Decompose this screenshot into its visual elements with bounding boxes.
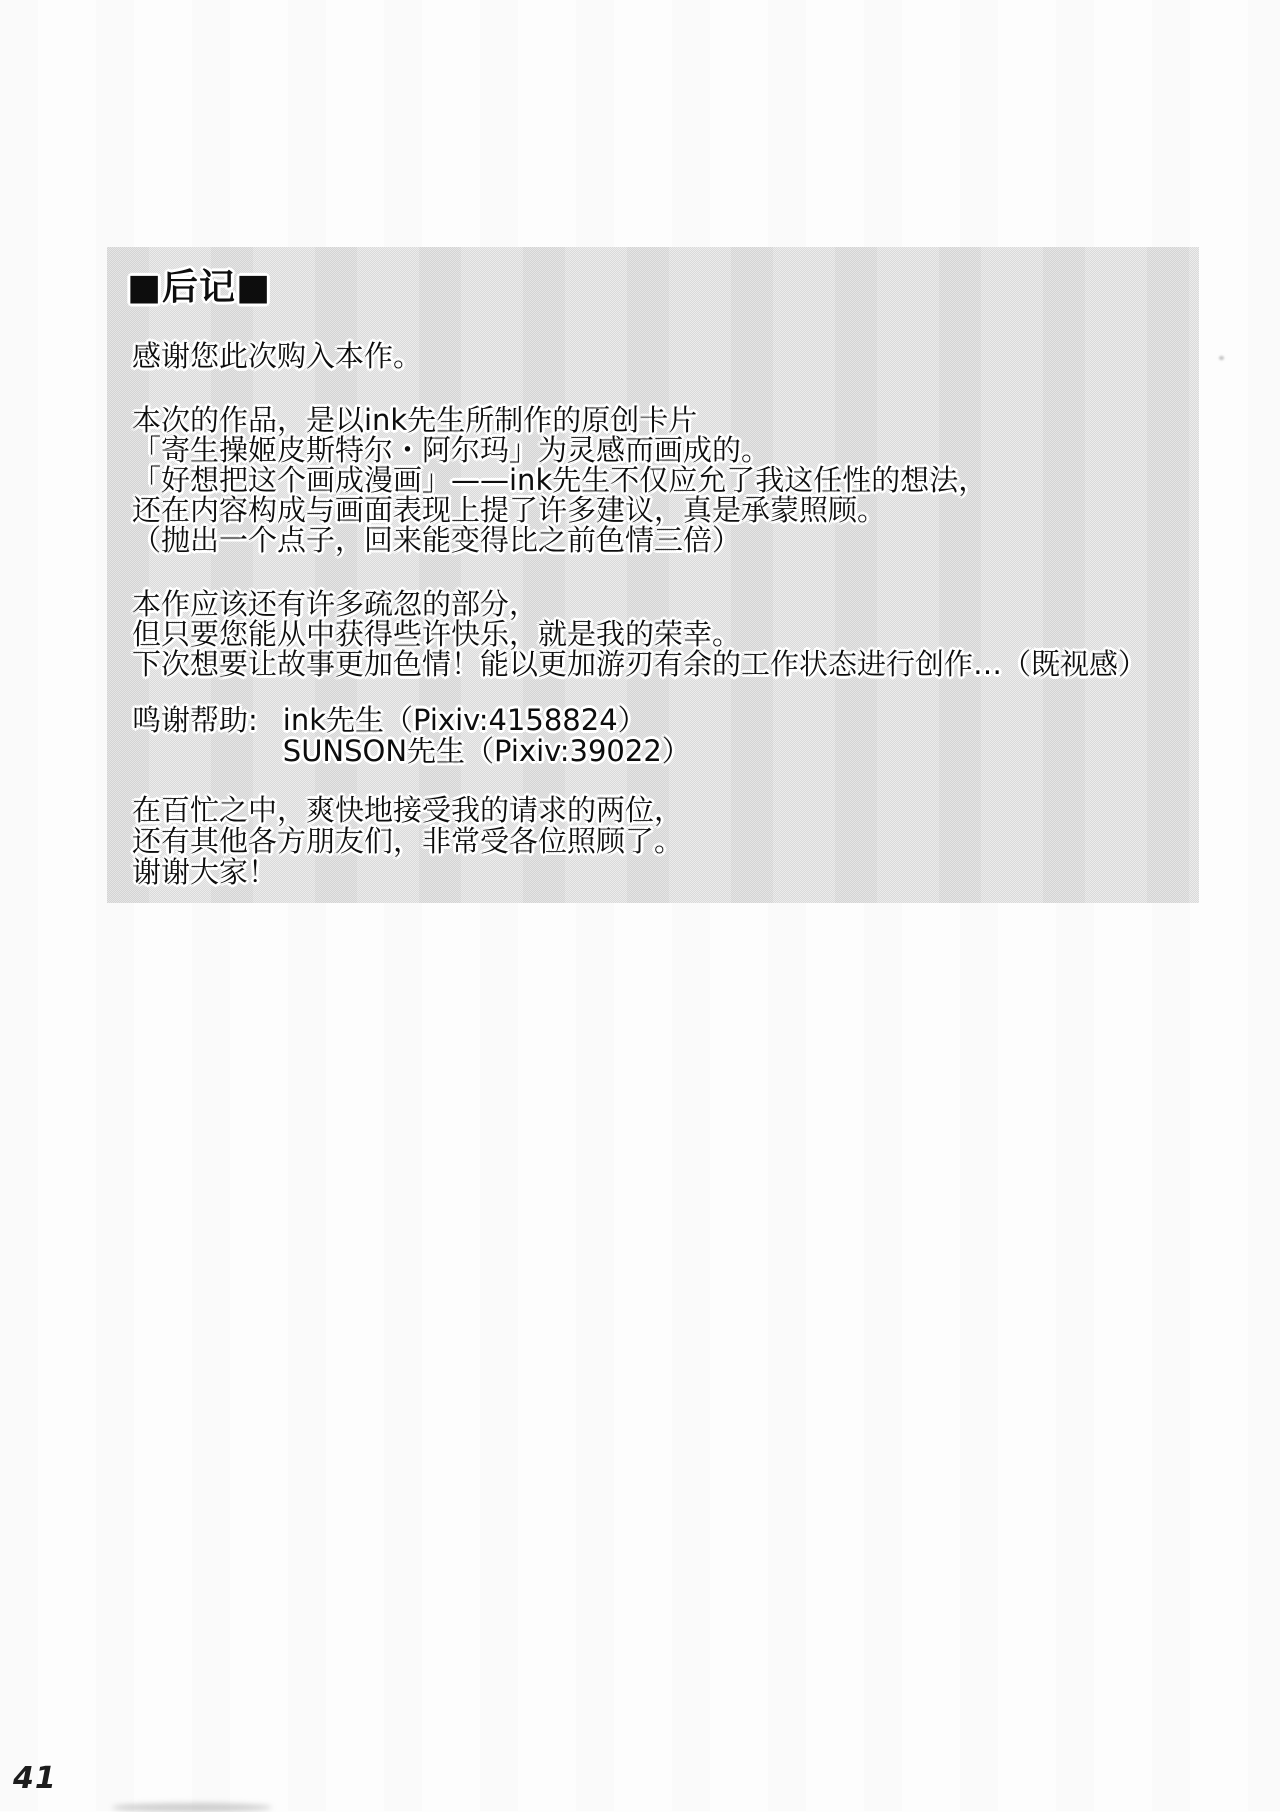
text-line: 本次的作品，是以ink先生所制作的原创卡片 — [132, 403, 698, 437]
afterword-panel — [107, 247, 1199, 903]
intro-line: 感谢您此次购入本作。 — [132, 339, 423, 373]
page-number: 41 — [13, 1761, 57, 1796]
afterword-title: ■后记■ — [127, 267, 272, 308]
text-line: 下次想要让故事更加色情！能以更加游刃有余的工作状态进行创作…（既视感） — [132, 647, 1148, 681]
paragraph-closing — [132, 795, 1175, 888]
credit-entry-sunson: SUNSON先生（Pixiv:39022） — [282, 734, 691, 768]
text-line: 但只要您能从中获得些许快乐，就是我的荣幸。 — [132, 617, 742, 651]
credit-entry-ink: ink先生（Pixiv:4158824） — [282, 703, 647, 737]
text-line: 本作应该还有许多疏忽的部分， — [132, 587, 539, 621]
text-line: 「寄生操姬皮斯特尔・阿尔玛」为灵感而画成的。 — [132, 433, 771, 467]
text-line: （抛出一个点子，回来能变得比之前色情三倍） — [132, 523, 742, 557]
text-line: 「好想把这个画成漫画」——ink先生不仅应允了我这任性的想法， — [132, 463, 988, 497]
text-line: 谢谢大家！ — [132, 855, 278, 889]
text-line: 还有其他各方朋友们，非常受各位照顾了。 — [132, 824, 684, 858]
paragraph-origin — [132, 405, 1175, 555]
paragraph-reflection — [132, 589, 1175, 679]
credits-entries — [283, 705, 691, 767]
credits-row — [132, 705, 1175, 767]
text-line: 在百忙之中，爽快地接受我的请求的两位， — [132, 793, 684, 827]
credits-label: 鸣谢帮助: — [132, 703, 258, 737]
scan-speck-artifact — [1219, 356, 1224, 360]
text-line: 还在内容构成与画面表现上提了许多建议，真是承蒙照顾。 — [132, 493, 887, 527]
